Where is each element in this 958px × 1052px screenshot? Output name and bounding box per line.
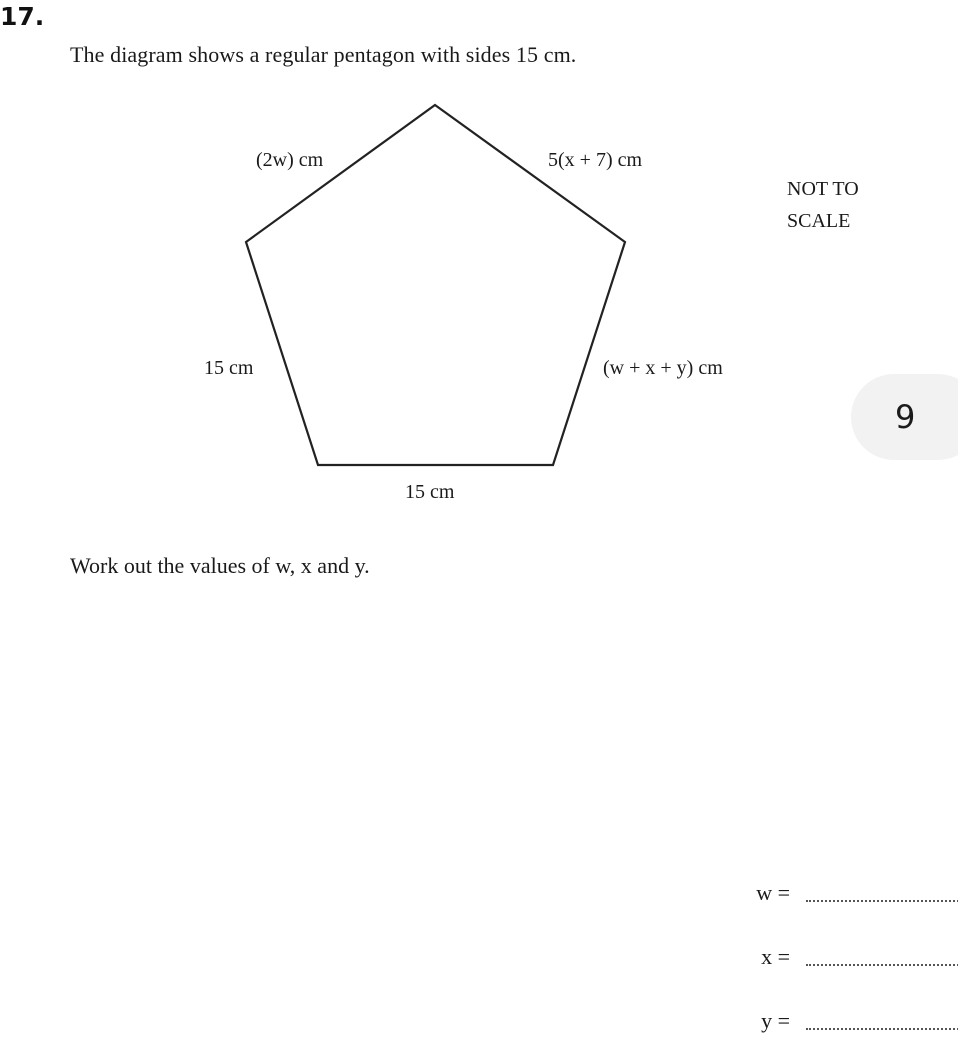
not-to-scale-note — [787, 173, 897, 237]
side-label-left: 15 cm — [204, 357, 254, 379]
side-label-top-left: (2w) cm — [256, 149, 324, 171]
side-label-bottom: 15 cm — [405, 481, 455, 503]
answer-label-w: w = — [756, 880, 790, 905]
answer-line-w — [720, 880, 958, 910]
answer-label-y: y = — [761, 1008, 790, 1033]
marks-value: 9 — [895, 398, 916, 436]
question-instruction: Work out the values of w, x and y. — [70, 553, 370, 578]
answer-blank-w[interactable] — [806, 900, 958, 902]
marks-badge — [851, 374, 958, 460]
side-label-top-right: 5(x + 7) cm — [548, 149, 643, 171]
answer-blank-x[interactable] — [806, 964, 958, 966]
answer-label-x: x = — [761, 944, 790, 969]
question-number: 17. — [0, 2, 45, 31]
answer-line-x — [720, 944, 958, 974]
answer-blank-y[interactable] — [806, 1028, 958, 1030]
question-prompt: The diagram shows a regular pentagon with sides 15 cm. — [70, 42, 577, 67]
note-line-2: SCALE — [787, 210, 851, 232]
note-line-1: NOT TO — [787, 178, 859, 200]
answer-line-y — [720, 1008, 958, 1038]
side-label-right: (w + x + y) cm — [603, 357, 723, 379]
